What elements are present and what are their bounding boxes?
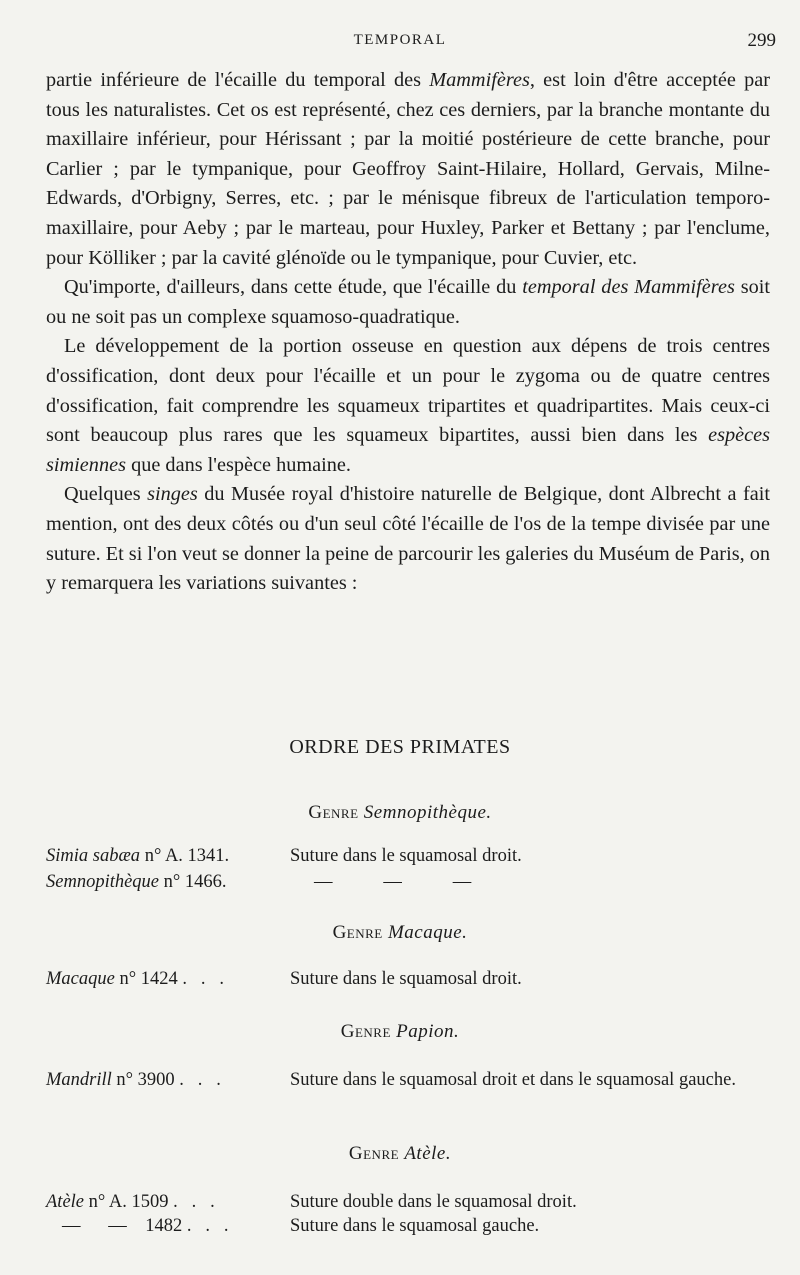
specimen-label: Simia sabæa n° A. 1341. (46, 846, 230, 866)
specimen-label: Mandrill n° 3900 . . . (46, 1070, 221, 1090)
specimen-label: Semnopithèque n° 1466. (46, 872, 227, 892)
italic-term: Mammifères (429, 69, 530, 91)
specimen-description: Suture dans le squamosal gauche. (290, 1216, 540, 1236)
page-number: 299 (747, 30, 776, 51)
paragraph: partie inférieure de l'écaille du temporal des Mammifères, est loin d'être acceptée par tous les naturalistes. Cet os est représenté, chez ces derniers, par la branche montante du maxillaire inférieur, pour Hérissant ; par la moitié postérieure de cette branche, pour Carlier ; par le tympanique, pour Geoffroy Saint-Hilaire, Hollard, Gervais, Milne-Edwards, d'Orbigny, Serres, etc. ; par le ménisque fibreux de l'articulation temporo-maxillaire, pour Aeby ; par le marteau, pour Huxley, Parker et Bettany ; par l'enclume, pour Kölliker ; par la cavité glénoïde ou le tympanique, pour Cuvier, etc. (46, 69, 770, 269)
genus-heading (0, 1143, 800, 1165)
paragraph: Le développement de la portion osseuse en question aux dépens de trois centres d'ossification, dont deux pour l'écaille et un pour le zygoma ou de quatre centres d'ossification, fait comprendre les squameux tripartites et quadripartites. Mais ceux-ci sont beaucoup plus rares que les squameux bipartites, aussi bien dans les espèces simiennes que dans l'espèce humaine. (46, 335, 770, 476)
genus-prefix: Genre (332, 922, 383, 943)
specimen-description: Suture dans le squamosal droit. (290, 969, 522, 989)
genus-prefix: Genre (348, 1143, 400, 1164)
section-title: ORDRE DES PRIMATES (289, 736, 511, 758)
genus-heading (0, 922, 800, 944)
genus-heading (0, 1021, 800, 1043)
paragraph: Qu'importe, d'ailleurs, dans cette étude, que l'écaille du temporal des Mammifères soit ou ne soit pas un complexe squamoso-quadratique. (46, 276, 771, 328)
italic-term: espèces simiennes (46, 424, 770, 476)
genus-prefix: Genre (308, 802, 359, 823)
running-title: TEMPORAL (353, 32, 447, 48)
italic-term: temporal des Mammifères (522, 276, 735, 299)
genus-name: Papion. (396, 1021, 460, 1042)
specimen-description: Suture double dans le squamosal droit. (290, 1192, 577, 1212)
italic-term: singes (147, 483, 198, 506)
genus-name: Atèle. (404, 1143, 452, 1164)
genus-prefix: Genre (340, 1021, 391, 1042)
specimen-description: Suture dans le squamosal droit. (290, 846, 522, 866)
specimen-label: — — 1482 . . . (62, 1216, 229, 1236)
genus-name: Semnopithèque. (363, 802, 492, 823)
specimen-description: — — — (314, 872, 472, 892)
specimen-description: Suture dans le squamosal droit et dans le squamosal gauche. (290, 1070, 736, 1090)
running-head (0, 30, 800, 54)
paragraph: Quelques singes du Musée royal d'histoire naturelle de Belgique, dont Albrecht a fait mention, ont des deux côtés ou d'un seul côté l'écaille de l'os de la tempe divisée par une suture. Et si l'on veut se donner la peine de parcourir les galeries du Muséum de Paris, on y remarquera les variations suivantes : (46, 483, 771, 595)
specimen-label: Atèle n° A. 1509 . . . (46, 1192, 215, 1212)
genus-heading (0, 802, 800, 824)
body-text (46, 66, 770, 599)
specimen-label: Macaque n° 1424 . . . (46, 969, 224, 989)
genus-name: Macaque. (387, 922, 468, 943)
